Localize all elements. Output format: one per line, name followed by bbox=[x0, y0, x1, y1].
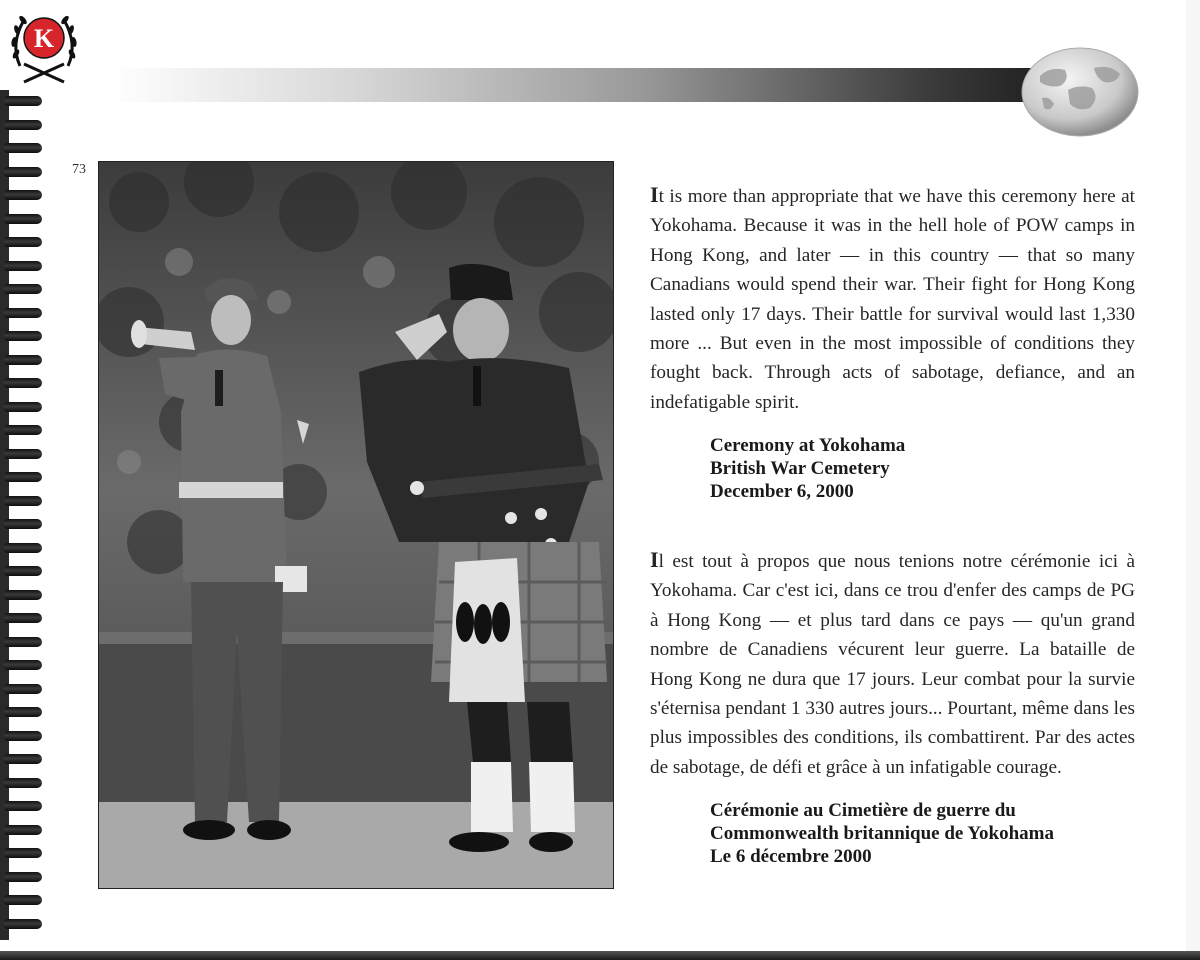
world-globe-icon bbox=[1020, 46, 1140, 138]
logo-letter: K bbox=[33, 24, 55, 53]
binding-ring bbox=[4, 872, 42, 882]
binding-ring bbox=[4, 284, 42, 294]
binding-ring bbox=[4, 402, 42, 412]
english-caption-line-1: Ceremony at Yokohama bbox=[710, 435, 906, 456]
binding-ring bbox=[4, 331, 42, 341]
binding-ring bbox=[4, 167, 42, 177]
binding-ring bbox=[4, 237, 42, 247]
page-right-edge bbox=[1186, 0, 1200, 960]
binding-ring bbox=[4, 261, 42, 271]
french-caption-line-1: Cérémonie au Cimetière de guerre du bbox=[710, 800, 1016, 821]
binding-ring bbox=[4, 496, 42, 506]
binding-ring bbox=[4, 707, 42, 717]
spiral-binding bbox=[0, 90, 46, 940]
wreath-k-logo-icon bbox=[6, 4, 82, 86]
french-caption bbox=[710, 799, 1054, 868]
french-caption-line-2: Commonwealth britannique de Yokohama bbox=[710, 823, 1054, 844]
binding-ring bbox=[4, 190, 42, 200]
binding-ring bbox=[4, 754, 42, 764]
binding-ring bbox=[4, 566, 42, 576]
binding-ring bbox=[4, 778, 42, 788]
binding-ring bbox=[4, 895, 42, 905]
french-caption-line-3: Le 6 décembre 2000 bbox=[710, 846, 872, 867]
binding-ring bbox=[4, 590, 42, 600]
binding-ring bbox=[4, 637, 42, 647]
english-caption-line-3: December 6, 2000 bbox=[710, 481, 854, 502]
binding-ring bbox=[4, 120, 42, 130]
english-caption bbox=[710, 434, 905, 503]
binding-ring bbox=[4, 801, 42, 811]
binding-ring bbox=[4, 449, 42, 459]
binding-ring bbox=[4, 308, 42, 318]
english-caption-line-2: British War Cemetery bbox=[710, 458, 890, 479]
binding-ring bbox=[4, 731, 42, 741]
english-body-text: t is more than appropriate that we have this ceremony here at Yokohama. Because it was in the hell hole of POW camps in Hong Kong, and later — in this country — that so many Canadians would spend their war. Their fight for Hong Kong lasted only 17 days. Their battle for survival would last 1,330 more ... But even in the most impossible of conditions they fought back. Through acts of sabotage, defiance, and an indefatigable spirit. bbox=[650, 186, 1135, 413]
header-gradient-bar bbox=[110, 68, 1070, 102]
english-paragraph bbox=[650, 180, 1135, 417]
binding-ring bbox=[4, 684, 42, 694]
binding-ring bbox=[4, 378, 42, 388]
binding-ring bbox=[4, 543, 42, 553]
binding-ring bbox=[4, 355, 42, 365]
binding-ring bbox=[4, 472, 42, 482]
binding-ring bbox=[4, 96, 42, 106]
binding-ring bbox=[4, 425, 42, 435]
binding-ring bbox=[4, 919, 42, 929]
french-dropcap: I bbox=[650, 547, 659, 572]
french-body-text: l est tout à propos que nous tenions notre cérémonie ici à Yokohama. Car c'est ici, dans ce trou d'enfer des camps de PG à Hong Kong — et plus tard dans ce pays — qu'un grand nombre de Canadiens vécurent leur guerre. La bataille de Hong Kong ne dura que 17 jours. Leur combat pour la survie s'éternisa pendant 1 330 autres jours... Pourtant, même dans les plus impossibles des conditions, ils combattirent. Par des actes de sabotage, de défi et grâce à un infatigable courage. bbox=[650, 551, 1135, 778]
ceremony-photo bbox=[98, 161, 614, 889]
binding-ring bbox=[4, 848, 42, 858]
binding-ring bbox=[4, 660, 42, 670]
binding-ring bbox=[4, 143, 42, 153]
page-number: 73 bbox=[72, 162, 86, 177]
french-paragraph bbox=[650, 545, 1135, 782]
binding-ring bbox=[4, 613, 42, 623]
binding-ring bbox=[4, 825, 42, 835]
binding-ring bbox=[4, 519, 42, 529]
binding-ring bbox=[4, 214, 42, 224]
english-dropcap: I bbox=[650, 182, 659, 207]
page-bottom-edge bbox=[0, 951, 1200, 960]
